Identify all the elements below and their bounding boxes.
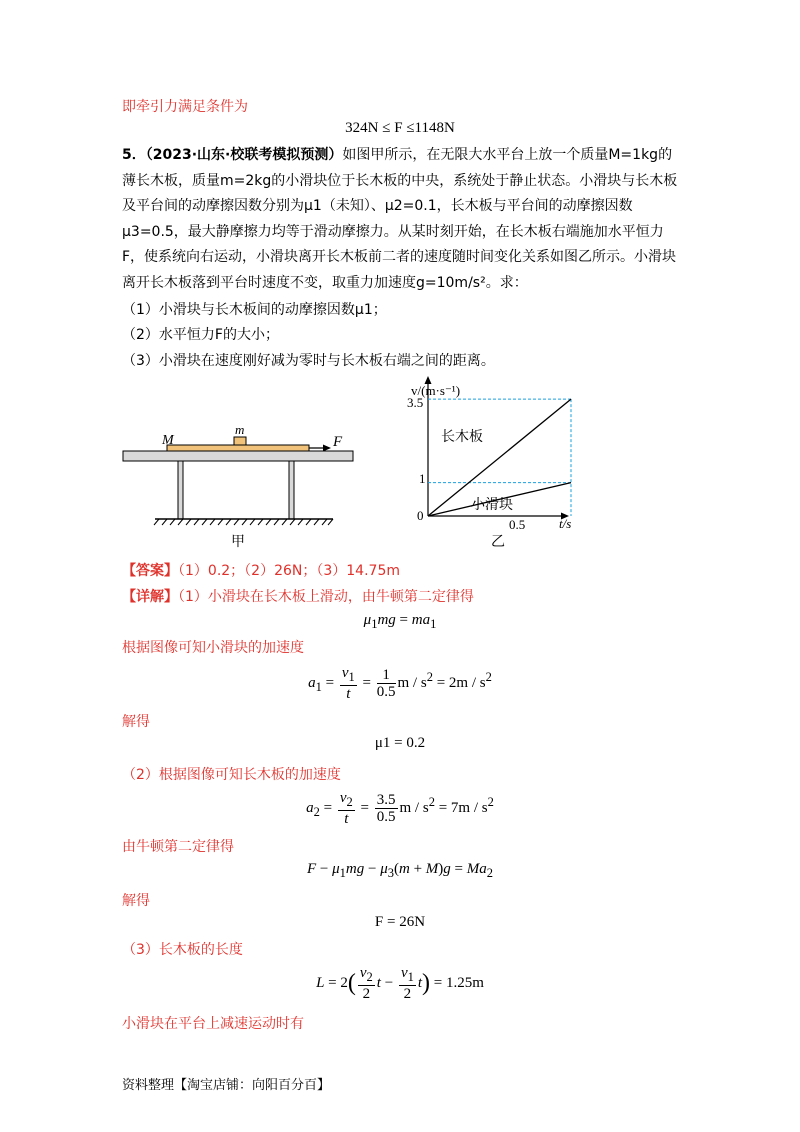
equation-force: $F - \mu_1mg - \mu_3(m + M)g = Ma_2$ — [306, 861, 494, 880]
x-axis-label: t/s — [559, 516, 572, 531]
question-number: 5． — [122, 147, 146, 163]
intro-line: 即牵引力满足条件为 — [122, 99, 248, 115]
equation-newton-block: $\mu_1mg = ma_1$ — [363, 612, 437, 631]
sub-question-3: （3）小滑块在速度刚好减为零时与长木板右端之间的距离。 — [122, 353, 495, 369]
figure-yi-chart — [375, 370, 605, 550]
text-last-line: 小滑块在平台上减速运动时有 — [122, 1016, 304, 1032]
equation-traction: 324N ≤ F ≤1148N — [345, 120, 455, 136]
equation-a2: $a_2$ = $\frac{v_2}{t}$ = $\frac{3.5}{0.5}$ $m / s^2 = 7m / s^2$ — [306, 790, 494, 827]
footer-source: 资料整理【淘宝店铺：向阳百分百】 — [122, 1078, 331, 1093]
text-solve-1: 解得 — [122, 714, 150, 730]
question-source: （2023·山东·校联考模拟预测） — [145, 147, 343, 163]
x-tick-label: 0.5 — [509, 517, 526, 532]
detail-text-1: （1）小滑块在长木板上滑动，由牛顿第二定律得 — [178, 589, 474, 605]
series-label-block: 小滑块 — [471, 498, 513, 513]
series-label-board: 长木板 — [441, 430, 483, 445]
y-axis-label: v/(m·s⁻¹) — [411, 383, 461, 398]
question-paragraph — [122, 143, 682, 296]
caption-jia: 甲 — [231, 535, 245, 550]
answer-tag: 【答案】 — [122, 563, 178, 579]
text-acceleration-board: （2）根据图像可知长木板的加速度 — [122, 767, 341, 783]
sub-question-2: （2）水平恒力F的大小； — [122, 327, 279, 343]
label-F: F — [333, 434, 343, 450]
origin-label: 0 — [417, 508, 424, 523]
sub-question-1: （1）小滑块与长木板间的动摩擦因数μ1； — [122, 302, 387, 318]
label-m: m — [235, 422, 245, 437]
y-tick-label-low: 1 — [419, 471, 426, 486]
platform-leg-right — [289, 461, 294, 519]
label-M: M — [162, 433, 174, 448]
text-board-length: （3）长木板的长度 — [122, 942, 243, 958]
force-arrowhead — [323, 445, 331, 452]
small-block — [234, 437, 246, 445]
text-solve-2: 解得 — [122, 893, 150, 909]
detail-line-1 — [122, 586, 474, 606]
caption-yi: 乙 — [491, 535, 505, 550]
platform-leg-left — [178, 461, 183, 519]
text-acceleration-block: 根据图像可知小滑块的加速度 — [122, 640, 304, 656]
equation-mu1: μ1 = 0.2 — [374, 735, 426, 751]
figure-jia — [115, 420, 365, 550]
equation-length: L = 2( $\frac{v_2}{2}$ t − $\frac{v_1}{2}$ t) = 1.25m — [316, 965, 484, 1002]
text-newton-second: 由牛顿第二定律得 — [122, 839, 234, 855]
equation-a1: $a_1$ = $\frac{v_1}{t}$ = $\frac{1}{0.5}$ $m / s^2 = 2m / s^2$ — [308, 665, 492, 702]
long-board — [167, 445, 309, 451]
equation-F: F = 26N — [374, 914, 426, 930]
answer-text: （1）0.2；（2）26N；（3）14.75m — [178, 563, 400, 579]
detail-tag: 【详解】 — [122, 589, 178, 605]
y-tick-label-top: 3.5 — [407, 395, 424, 410]
answer-line — [122, 560, 400, 580]
question-text: 如图甲所示，在无限大水平台上放一个质量M=1kg的薄长木板，质量m=2kg的小滑块位于长木板的中央，系统处于静止状态。小滑块与长木板及平台间的动摩擦因数分别为μ1（未知）、μ2=0.1，长木板与平台间的动摩擦因数μ3=0.5，最大静摩擦力均等于滑动摩擦力。从某时刻开始，在长木板右端施加水平恒力F，使系统向右运动，小滑块离开长木板前二者的速度随时间变化关系如图乙所示。小滑块离开长木板落到平台时速度不变，取重力加速度g=10m/s²。求： — [122, 147, 678, 291]
platform — [123, 451, 353, 461]
ground-hatching — [154, 519, 333, 525]
